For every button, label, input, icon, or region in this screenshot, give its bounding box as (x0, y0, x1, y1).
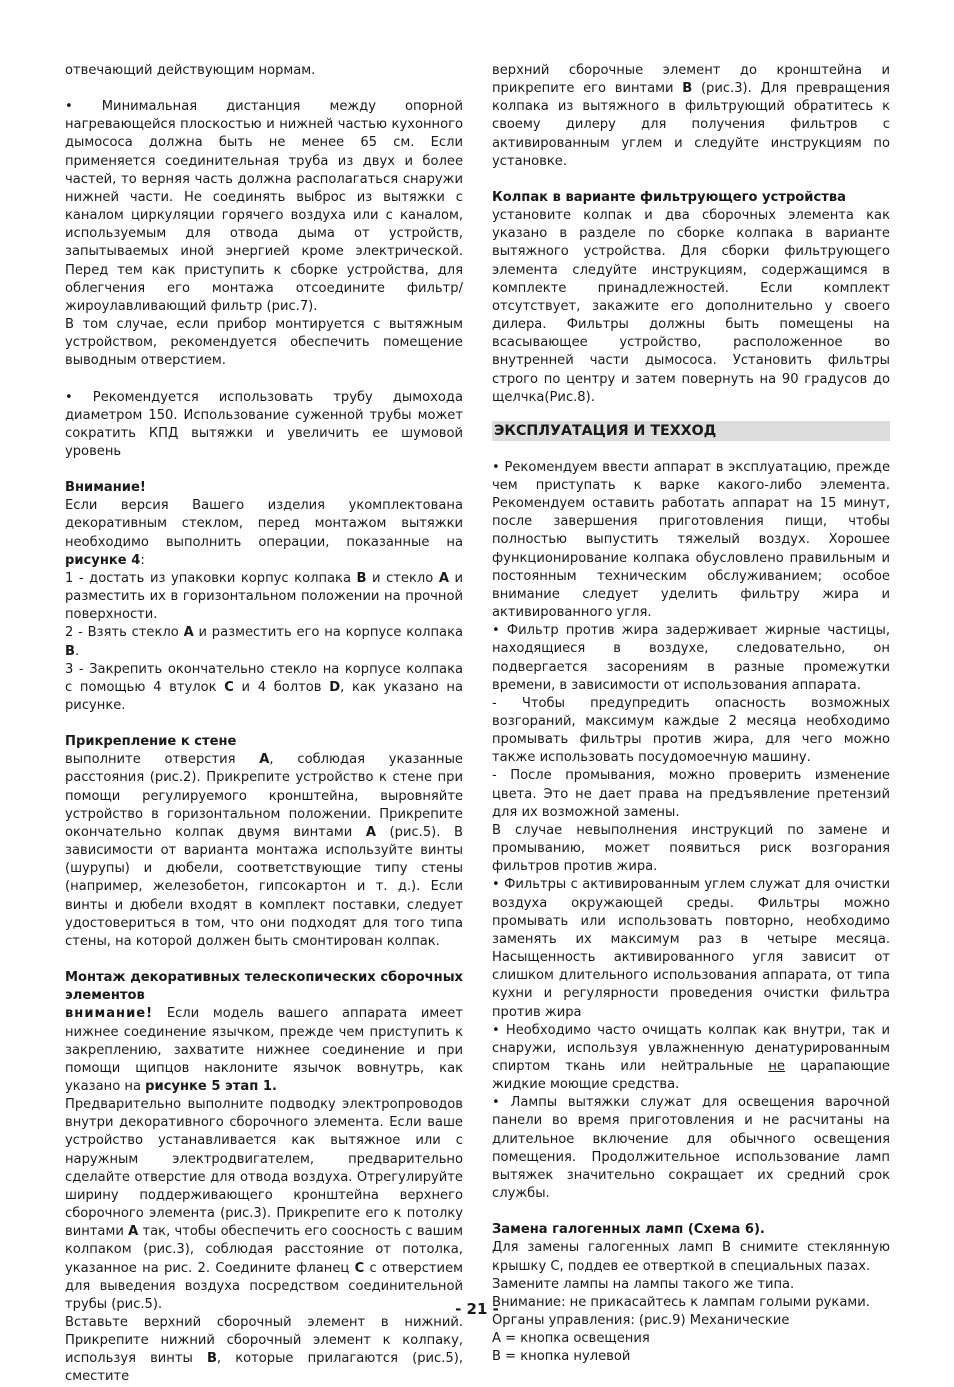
paragraph: A = кнопка освещения (492, 1331, 650, 1347)
telescopic-mount-text-2: Вставьте верхний сборочный элемент в нижний. Прикрепите нижний сборочный элемент к колпаку, используя винты B, которые прилагаются (рис.5), сместите (65, 1315, 463, 1385)
section-title-bar: ЭКСПЛУАТАЦИЯ И ТЕХХОД (492, 421, 890, 441)
left-column (65, 62, 463, 1387)
step-3: 3 - Закрепить окончательно стекло на корпусе колпака с помощью 4 втулок C и 4 болтов D, как указано на рисунке. (65, 661, 463, 713)
paragraph: Внимание: не прикасайтесь к лампам голыми руками. (492, 1294, 870, 1310)
paragraph: • Необходимо часто очищать колпак как внутри, так и снаружи, используя увлажненную денатурированным спиртом ткань или нейтральные не царапающие жидкие моющие средства. (492, 1022, 890, 1093)
wall-mount-heading: Прикрепление к стене (65, 734, 237, 750)
attention-heading: Внимание! (65, 480, 146, 496)
paragraph: • Фильтры с активированным углем служат для очистки воздуха окружающей среды. Фильтры можно промывать или использовать повторно, необходимо заменять их максимум раз в четыре месяца. Насыщенность активированного угля зависит от слишком длительного использования аппарата, от типа кухни и регулярности проведения очистки фильтра против жира (492, 877, 890, 1020)
paragraph: • Минимальная дистанция между опорной нагревающейся плоскостью и нижней частью кухонного дымососа должна быть не менее 65 см. Если применяется соединительная труба из двух и более частей, то верняя часть должна располагаться снаружи нижней части. Не соединять выброс из вытяжки с каналом циркуляции горячего воздуха или с каналом, используемым для отвода дыма от устройств, запытываемых иной энергией кроме электрической. Перед тем как приступить к сборке устройства, для облегчения его монтажа отсоедините фильтр/жироулавливающий фильтр (рис.7). (65, 99, 463, 314)
telescopic-mount-heading: Монтаж декоративных телескопических сборочных элементов (65, 970, 463, 1004)
telescopic-mount-text: Предварительно выполните подводку электропроводов внутри декоративного сборочного элемента. Если ваше устройство устанавливается как вытяжное или с наружным электродвигателем, предварительно сделайте отверстие для отвода воздуха. Отрегулируйте ширину поддерживающего кронштейна верхнего сборочного элемента (рис.3). Прикрепите его к потолку винтами A так, чтобы обеспечить его соосность с вашим колпаком (рис.3), соблюдая расстояние от потолка, указанное на рис. 2. Соедините фланец C с отверстием для выведения воздуха посредством соединительной трубы (рис.5). (65, 1097, 464, 1312)
attention-text: Если версия Вашего изделия укомплектована декоративным стеклом, перед монтажом вытяжки необходимо выполнить операции, показанные на рисунке 4: (65, 498, 463, 568)
paragraph: • Фильтр против жира задерживает жирные частицы, находящиеся в воздухе, следовательно, он подвергается засорениям в разные промежутки времени, в зависимости от использования аппарата. (492, 623, 890, 693)
paragraph: - После промывания, можно проверить изменение цвета. Это не дает права на предъявление претензий для их возможной замены. (492, 768, 890, 820)
paragraph: В том случае, если прибор монтируется с вытяжным устройством, рекомендуется обеспечить помещение выводным отверстием. (65, 317, 463, 369)
filter-text: установите колпак и два сборочных элемента как указано в разделе по сборке колпака в варианте вытяжного устройства. Для сборки фильтрующего элемента следуйте инструкциям, содержащимся в комплекте принадлежностей. Если комплект отсутствует, закажите его дополнительно у своего дилера. Фильтры должны быть помещены на всасывающее устройство, расположенное во внутренней части дымососа. Установить фильтры строго по центру и затем повернуть на 90 градусов до щелчка(Рис.8). (492, 208, 890, 405)
step-1: 1 - достать из упаковки корпус колпака B и стекло A и разместить их в горизонтальном положении на прочной поверхности. (65, 570, 464, 623)
page-number: - 21 - (455, 1300, 499, 1318)
paragraph: отвечающий действующим нормам. (65, 63, 316, 78)
paragraph: Для замены галогенных ламп В снимите стеклянную крышку С, поддев ее отверткой в специальных пазах. (492, 1240, 890, 1274)
paragraph: • Рекомендуется использовать трубу дымохода диаметром 150. Использование суженной трубы может сократить КПД вытяжки и увеличить ее шумовой уровень (65, 389, 463, 459)
step-2: 2 - Взять стекло A и разместить его на корпусе колпака B. (65, 625, 463, 659)
filter-heading: Колпак в варианте фильтрующего устройства (492, 189, 846, 205)
paragraph: Органы управления: (рис.9) Механические (492, 1313, 790, 1328)
wall-mount-text: выполните отверстия A, соблюдая указанные расстояния (рис.2). Прикрепите устройство к стене при помощи регулируемого кронштейна, выровняйте устройство в горизонтальном положении. Прикрепите окончательно колпак двумя винтами A (рис.5). В зависимости от варианта монтажа используйте винты (шурупы) и дюбели, соответствующие типу стены (например, железобетон, гипсокартон и т. д.). Если винты и дюбели входят в комплект поставки, следует удостовериться в том, что они подходят для того типа стены, на которой должен быть смонтирован колпак. (65, 752, 463, 949)
paragraph: Замените лампы на лампы такого же типа. (492, 1276, 795, 1292)
paragraph: верхний сборочные элемент до кронштейна и прикрепите его винтами B (рис.3). Для превращения колпака из вытяжного в фильтрующий обратитесь к своему дилеру для получения фильтров с активированным углем и следуйте инструкциям по установке. (492, 63, 891, 169)
right-column (492, 62, 890, 1366)
telescopic-mount-note: внимание! Если модель вашего аппарата имеет нижнее соединение язычком, прежде чем приступить к закреплению, захватите нижнее соединение и при помощи щипцов наклоните язычок вовнутрь, как указано на рисунке 5 этап 1. (65, 1006, 463, 1094)
paragraph: B = кнопка нулевой (492, 1349, 631, 1365)
paragraph: - Чтобы предупредить опасность возможных возгораний, максимум каждые 2 месяца необходимо промывать фильтры против жира, для чего можно также использовать посудомоечную машину. (492, 695, 890, 766)
paragraph: В случае невыполнения инструкций по замене и промыванию, может появиться риск возгорания фильтров против жира. (492, 822, 890, 875)
paragraph: • Рекомендуем ввести аппарат в эксплуатацию, прежде чем приступать к варке какого-либо элемента. Рекомендуем оставить работать аппарат на 15 минут, после завершения приготовления пищи, чтобы полностью выпустить тяжелый воздух. Хорошее функционирование колпака обусловлено правильным и постоянным техническим обслуживанием; особое внимание следует уделить фильтру жира и активированного угля. (492, 459, 890, 621)
paragraph: • Лампы вытяжки служат для освещения варочной панели во время приготовления и не расчитаны на длительное включение для обычного освещения помещения. Продолжительное использование ламп вытяжек значительно сокращает их средний срок службы. (492, 1095, 890, 1202)
lamp-heading: Замена галогенных ламп (Схема 6). (492, 1222, 765, 1238)
